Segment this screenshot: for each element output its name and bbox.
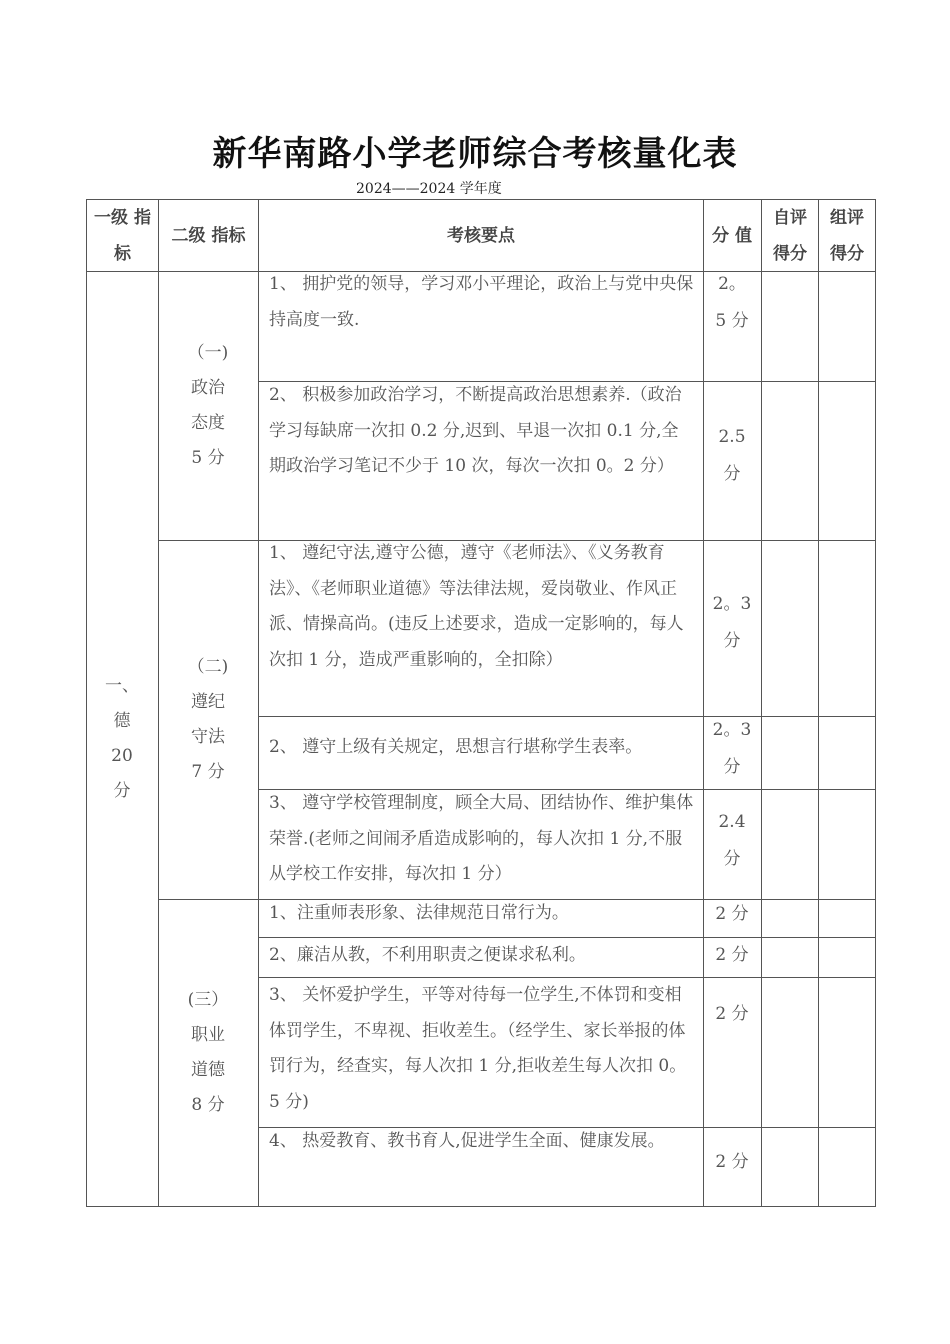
header-group-score: 组评 得分: [830, 207, 864, 264]
assessment-point: 1、 拥护党的领导，学习邓小平理论，政治上与党中央保持高度一致.: [269, 274, 694, 330]
score-value: 2。5 分: [715, 274, 749, 331]
assessment-point: 2、廉洁从教，不利用职责之便谋求私利。: [269, 945, 586, 965]
assessment-point: 4、 热爱教育、教书育人,促进学生全面、健康发展。: [269, 1131, 665, 1151]
assessment-point: 1、注重师表形象、法律规范日常行为。: [269, 903, 569, 923]
assessment-point: 2、 积极参加政治学习，不断提高政治思想素养.（政治学习每缺席一次扣 0.2 分,迟到、早退一次扣 0.1 分,全期政治学习笔记不少于 10 次，每次一次扣 0。2 分）: [269, 385, 682, 476]
assessment-point: 1、 遵纪守法,遵守公德，遵守《老师法》、《义务教育法》、《老师职业道德》等法律法规，爱岗敬业、作风正派、情操高尚。(违反上述要求，造成一定影响的，每人次扣 1 分，造成严重影响的，全扣除）: [269, 543, 684, 670]
score-value: 2 分: [715, 1152, 749, 1172]
assessment-point: 2、 遵守上级有关规定，思想言行堪称学生表率。: [269, 737, 643, 757]
section-label: (三） 职业 道德 8 分: [187, 990, 229, 1115]
assessment-point: 3、 遵守学校管理制度，顾全大局、团结协作、维护集体荣誉.(老师之间闹矛盾造成影响的，每人次扣 1 分,不服从学校工作安排，每次扣 1 分）: [269, 793, 694, 884]
score-value: 2.4 分: [718, 812, 746, 869]
section-label: （二) 遵纪 守法 7 分: [187, 657, 229, 782]
header-self-score: 自评 得分: [773, 207, 807, 264]
score-value: 2 分: [715, 945, 749, 965]
category-label: 一、 德 20 分: [105, 676, 139, 801]
header-score: 分 值: [712, 225, 752, 246]
header-level1: 一级 指标: [94, 207, 151, 264]
academic-year: 2024——2024 学年度: [356, 181, 502, 197]
score-value: 2。3 分: [712, 594, 752, 651]
section-label: （一) 政治 态度 5 分: [187, 343, 229, 468]
header-points: 考核要点: [447, 225, 515, 246]
assessment-point: 3、 关怀爱护学生，平等对待每一位学生,不体罚和变相体罚学生，不卑视、拒收差生。（经学生、家长举报的体罚行为，经查实，每人次扣 1 分,拒收差生每人次扣 0。5 分): [269, 985, 687, 1112]
header-level2: 二级 指标: [171, 225, 246, 246]
score-value: 2。3 分: [712, 720, 752, 777]
page-title: 新华南路小学老师综合考核量化表: [212, 134, 738, 174]
score-value: 2 分: [715, 904, 749, 924]
score-value: 2 分: [715, 1004, 749, 1024]
score-value: 2.5 分: [718, 427, 746, 484]
